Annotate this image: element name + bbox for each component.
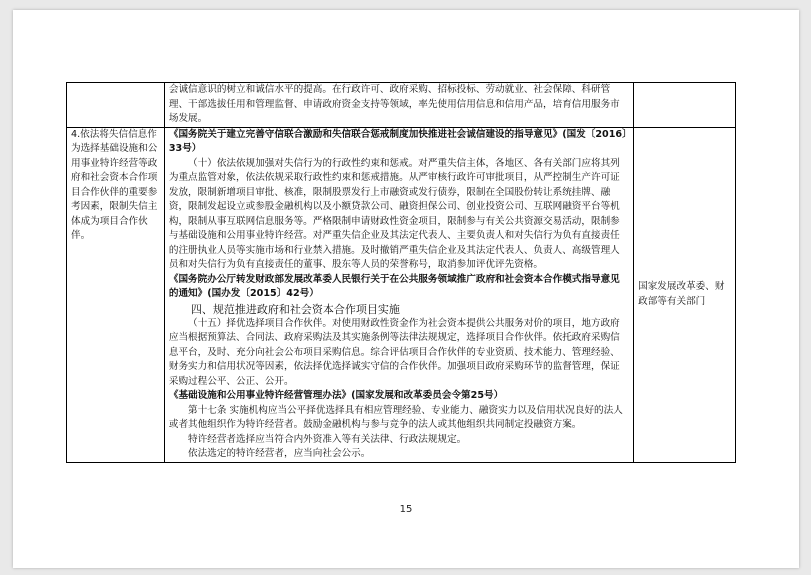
- clause-cell: [67, 127, 165, 462]
- policy-table: [66, 82, 736, 463]
- document-page: [13, 10, 799, 568]
- department-text: 国家发展改革委、财政部等有关部门: [638, 281, 725, 307]
- clause-text: 4.依法将失信信息作为选择基础设施和公用事业特许经营等政府和社会资本合作项目合作伙伴的重要参考因素，限制失信主体成为项目合作伙伴。: [71, 128, 158, 241]
- document-title: 《基础设施和公用事业特许经营管理办法》(国家发展和改革委员会令第25号）: [168, 390, 504, 401]
- department-cell: [634, 83, 736, 128]
- document-paragraph: 依法选定的特许经营者，应当向社会公示。: [188, 448, 371, 459]
- document-title: 《国务院关于建立完善守信联合激励和失信联合惩戒制度加快推进社会诚信建设的指导意见》(国发〔2016〕33号）: [168, 128, 627, 154]
- document-paragraph: 特许经营者选择应当符合内外资准入等有关法律、行政法规规定。: [188, 433, 467, 445]
- clause-cell: [67, 83, 165, 128]
- document-paragraph: （十）依法依规加强对失信行为的行政性约束和惩戒。对严重失信主体，各地区、各有关部门应将其列为重点监管对象，依法依规采取行政性约束和惩戒措施。从严审核行政许可审批项目，从严控制生产许可证发放，限制新增项目审批、核准，限制股票发行上市融资或发行债券，限制在全国股份转让系统挂牌、融资，限制发起设立或参股金融机构以及小额贷款公司、融资担保公司、创业投资公司、互联网融资平台等机构，限制从事互联网信息服务等。严格限制申请财政性资金项目，限制参与有关公共资源交易活动，限制参与基础设施和公用事业特许经营。对严重失信企业及其法定代表人、主要负责人和对失信行为负有直接责任的注册执业人员等实施市场和行业禁入措施。及时撤销严重失信企业及其法定代表人、负责人、高级管理人员和对失信行为负有直接责任的董事、股东等人员的荣誉称号，取消参加评优评先资格。: [168, 157, 620, 270]
- table-row: [67, 83, 736, 128]
- document-paragraph: 第十七条 实施机构应当公平择优选择具有相应管理经验、专业能力、融资实力以及信用状况良好的法人或者其他组织作为特许经营者。鼓励金融机构与参与竞争的法人或其他组织共同制定投融资方案。: [168, 404, 623, 430]
- table-row: [67, 127, 736, 462]
- continued-paragraph: 会诚信意识的树立和诚信水平的提高。在行政许可、政府采购、招标投标、劳动就业、社会保障、科研管理、干部选拔任用和管理监督、申请政府资金支持等领域，率先使用信用信息和信用产品，培育信用服务市场发展。: [168, 84, 620, 124]
- content-cell: [164, 127, 633, 462]
- content-cell: [164, 83, 633, 128]
- document-title: 《国务院办公厅转发财政部发展改革委人民银行关于在公共服务领域推广政府和社会资本合作模式指导意见的通知》(国办发〔2015〕42号）: [168, 273, 620, 299]
- document-paragraph: （十五）择优选择项目合作伙伴。对使用财政性资金作为社会资本提供公共服务对价的项目，地方政府应当根据预算法、合同法、政府采购法及其实施条例等法律法规规定，选择项目合作伙伴。依托政府采购信息平台，及时、充分向社会公布项目采购信息。综合评估项目合作伙伴的专业资质、技术能力、管理经验、财务实力和信用状况等因素，依法择优选择诚实守信的合作伙伴。加强项目政府采购环节的监督管理，保证采购过程公平、公正、公开。: [168, 317, 620, 387]
- section-heading: 四、规范推进政府和社会资本合作项目实施: [190, 302, 400, 316]
- page-number: 15: [399, 504, 413, 515]
- department-cell: [634, 127, 736, 462]
